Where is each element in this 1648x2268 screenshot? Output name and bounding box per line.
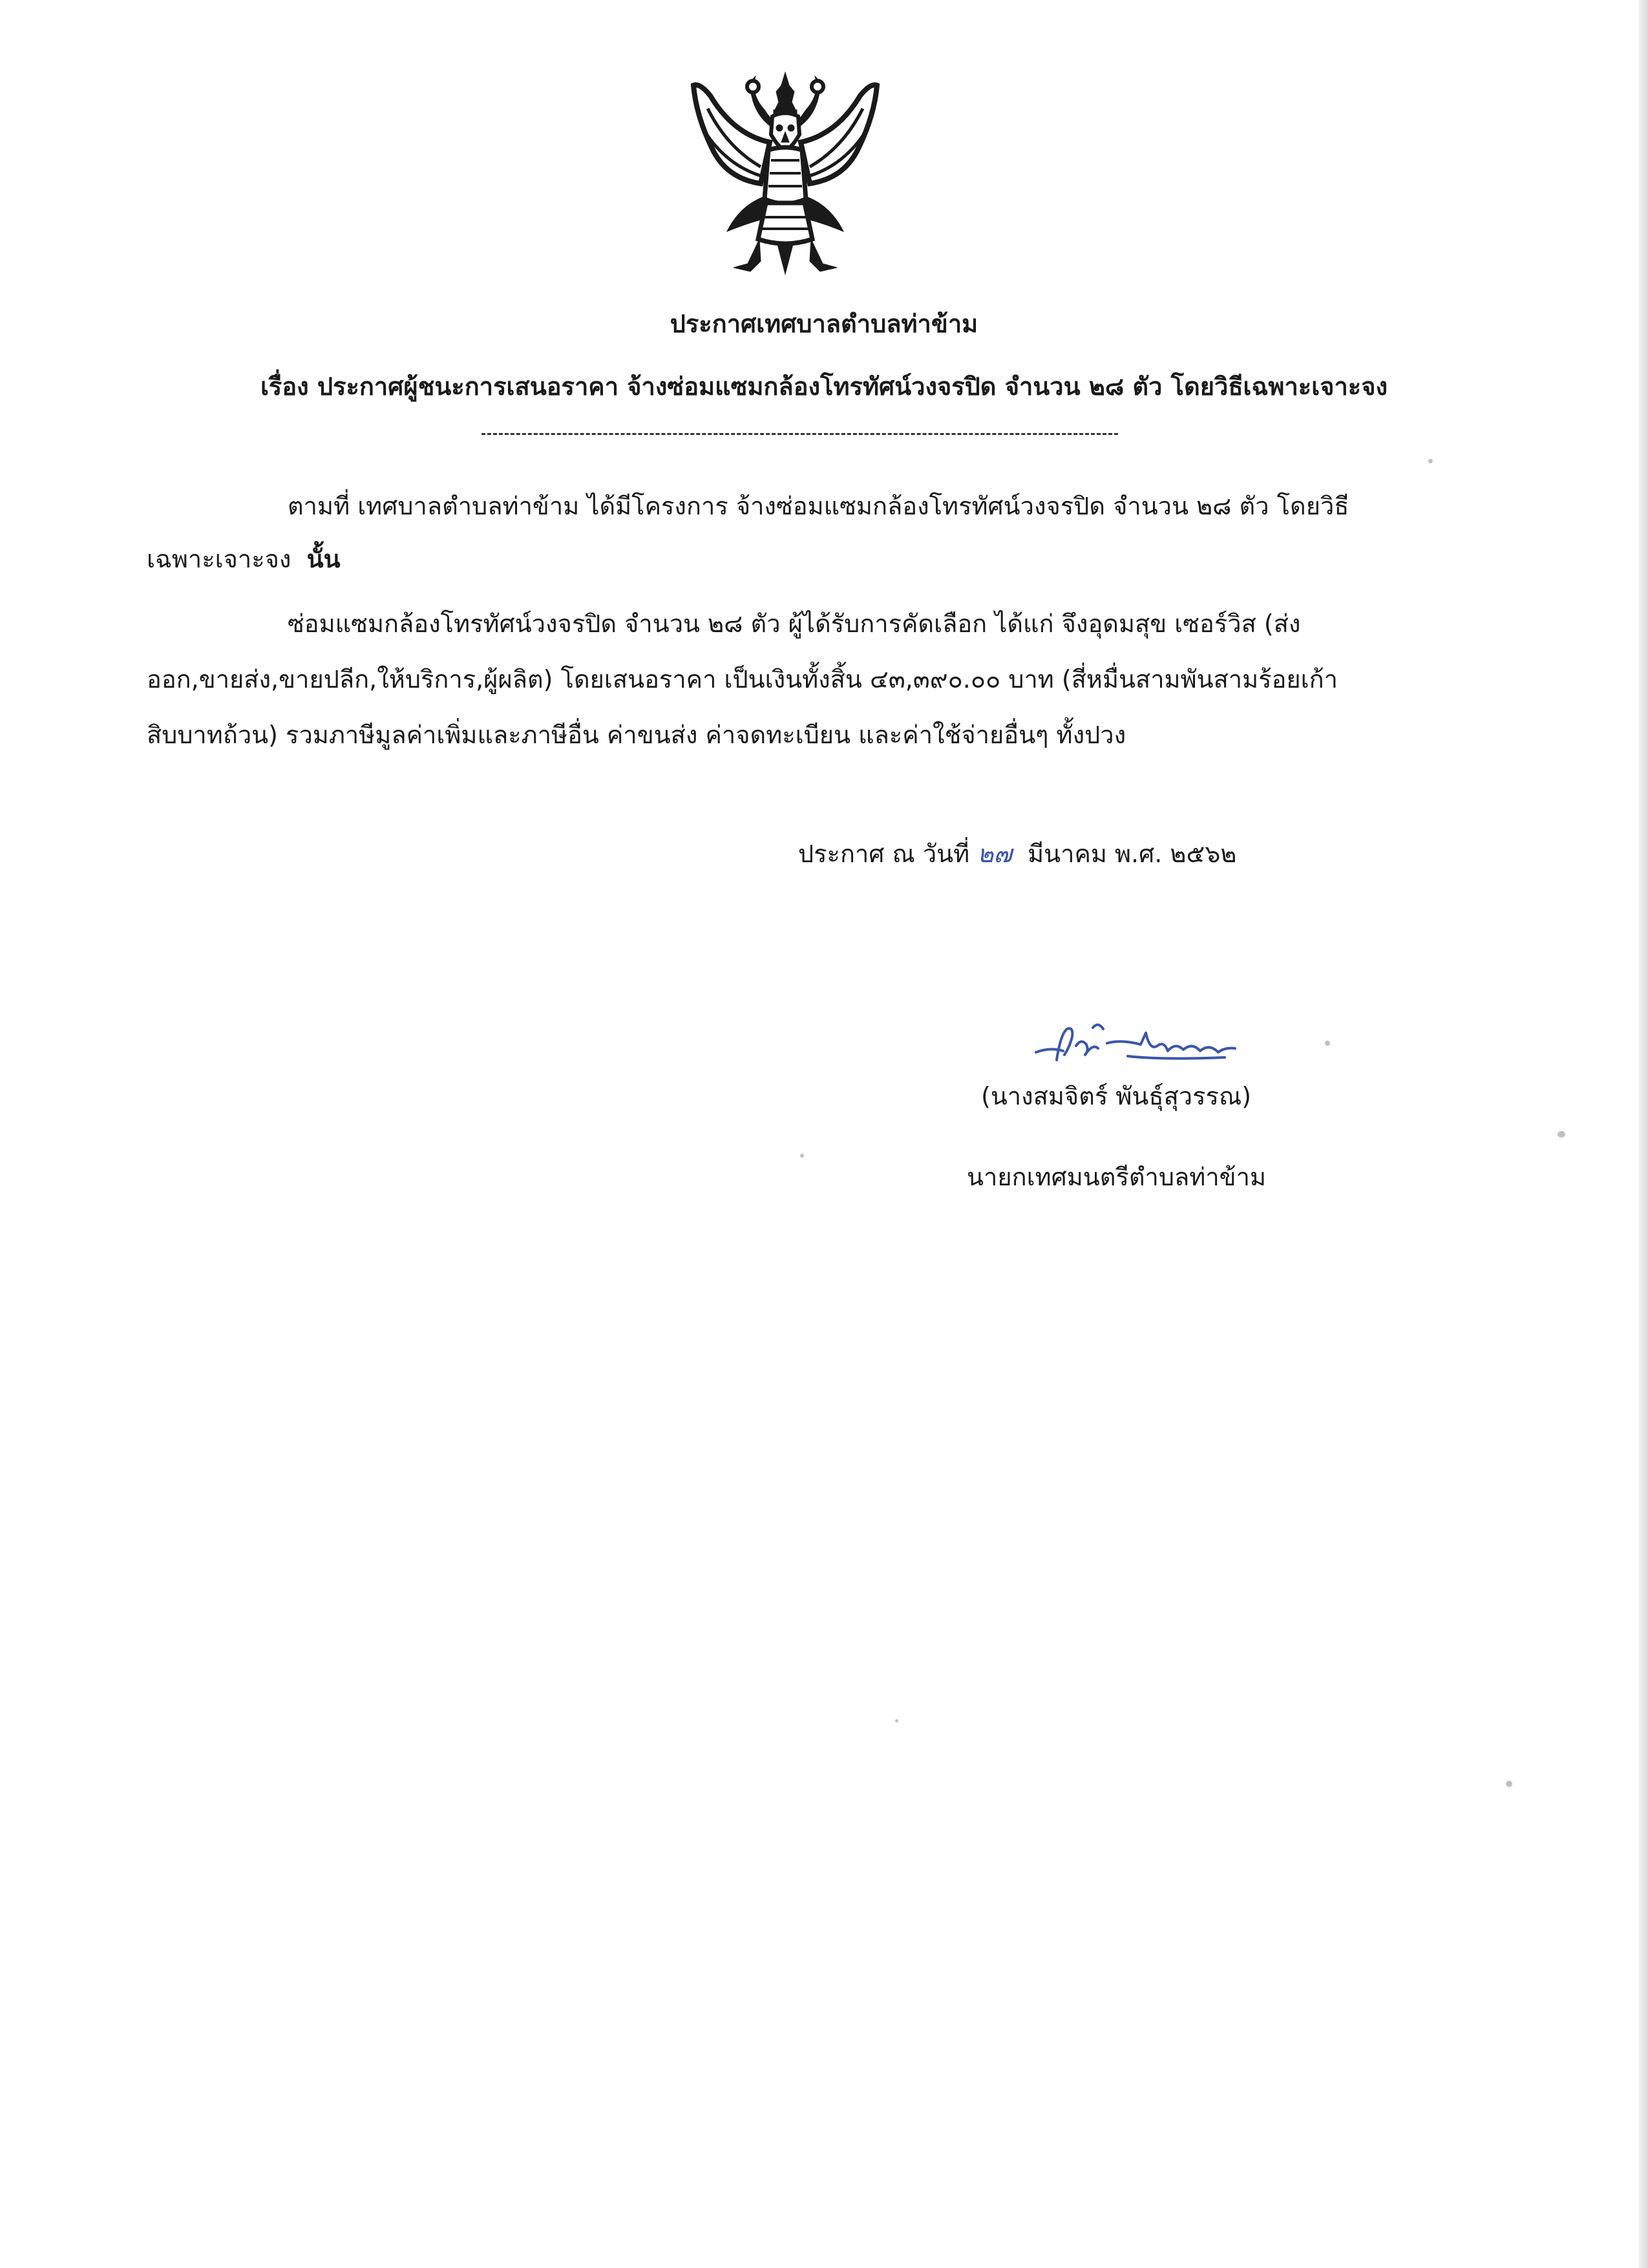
announcement-date bbox=[798, 834, 1236, 873]
paragraph-2-line-2: ออก,ขายส่ง,ขายปลีก,ให้บริการ,ผู้ผลิต) โดยเสนอราคา เป็นเงินทั้งสิ้น ๔๓,๓๙๐.๐๐ บาท (สี่หมื่นสามพันสามร้อยเก้า bbox=[147, 665, 1338, 694]
paragraph-1-line-2 bbox=[147, 539, 341, 578]
scan-speck bbox=[1558, 1131, 1565, 1138]
garuda-emblem-icon bbox=[688, 70, 882, 283]
title-separator bbox=[481, 433, 1118, 435]
signatory-name: (นางสมจิตร์ พันธุ์สุวรรณ) bbox=[981, 1082, 1252, 1110]
paragraph-1-line-2-text: เฉพาะเจาะจง bbox=[147, 545, 291, 573]
scan-speck bbox=[1325, 1041, 1330, 1046]
announcement-subject: เรื่อง ประกาศผู้ชนะการเสนอราคา จ้างซ่อมแซมกล้องโทรทัศน์วงจรปิด จำนวน ๒๘ ตัว โดยวิธีเฉพาะเจาะจง bbox=[260, 372, 1388, 401]
date-day-handwritten: ๒๗ bbox=[977, 840, 1012, 868]
scan-speck bbox=[895, 1719, 898, 1722]
signatory-position: นายกเทศมนตรีตำบลท่าข้าม bbox=[967, 1163, 1267, 1191]
paragraph-1-line-2-bold: นั้น bbox=[306, 545, 341, 573]
signature-icon bbox=[1031, 1015, 1244, 1073]
date-month-year: มีนาคม พ.ศ. ๒๕๖๒ bbox=[1028, 840, 1237, 868]
paragraph-1-line-1: ตามที่ เทศบาลตำบลท่าข้าม ได้มีโครงการ จ้างซ่อมแซมกล้องโทรทัศน์วงจรปิด จำนวน ๒๘ ตัว โดยวิธี bbox=[288, 492, 1349, 520]
announcement-office-title: ประกาศเทศบาลตำบลท่าข้าม bbox=[670, 310, 978, 338]
scan-speck bbox=[800, 1154, 804, 1158]
paragraph-2-line-1: ซ่อมแซมกล้องโทรทัศน์วงจรปิด จำนวน ๒๘ ตัว ผู้ได้รับการคัดเลือก ได้แก่ จึงอุดมสุข เซอร์วิส (ส่ง bbox=[288, 609, 1301, 638]
scan-speck bbox=[1428, 459, 1433, 463]
paragraph-2-line-3: สิบบาทถ้วน) รวมภาษีมูลค่าเพิ่มและภาษีอื่น ค่าขนส่ง ค่าจดทะเบียน และค่าใช้จ่ายอื่นๆ ทั้งปวง bbox=[147, 721, 1126, 749]
scan-speck bbox=[1506, 1781, 1512, 1787]
date-prefix: ประกาศ ณ วันที่ bbox=[798, 840, 970, 868]
